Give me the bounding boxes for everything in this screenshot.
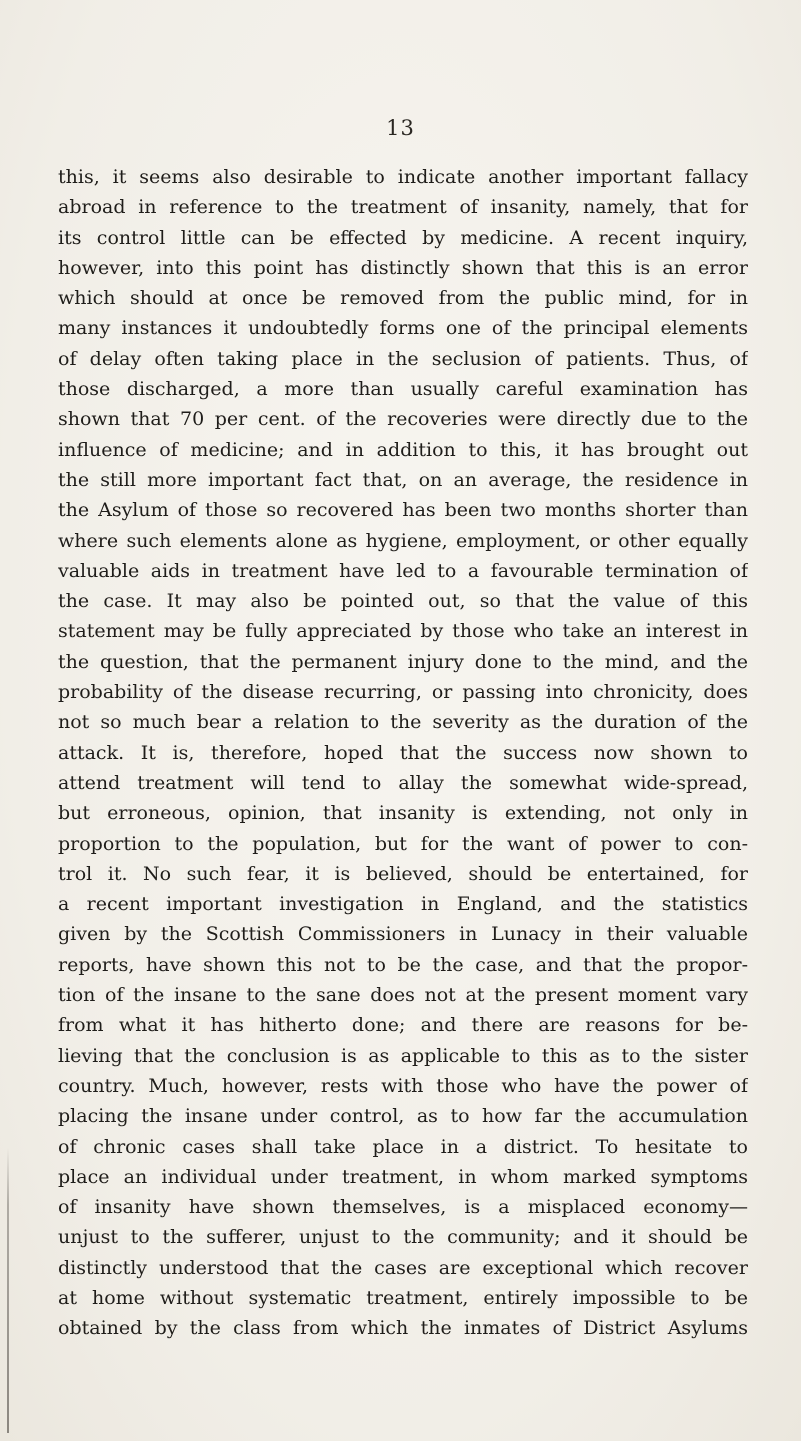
text-line: those discharged, a more than usually careful examination has: [58, 378, 748, 401]
text-line: given by the Scottish Commissioners in Lunacy in their valuable: [58, 923, 748, 946]
text-line: tion of the insane to the sane does not at the present moment vary: [58, 984, 748, 1007]
text-line: obtained by the class from which the inmates of District Asylums: [58, 1317, 748, 1340]
text-line: but erroneous, opinion, that insanity is extending, not only in: [58, 802, 748, 825]
text-line: a recent important investigation in England, and the statistics: [58, 893, 748, 916]
text-line: valuable aids in treatment have led to a favourable termination of: [58, 559, 748, 582]
text-line: unjust to the sufferer, unjust to the community; and it should be: [58, 1226, 748, 1249]
text-line: distinctly understood that the cases are exceptional which recover: [58, 1256, 748, 1279]
text-line: the question, that the permanent injury done to the mind, and the: [58, 650, 748, 673]
text-line: proportion to the population, but for the want of power to con-: [58, 832, 748, 855]
text-line: reports, have shown this not to be the case, and that the propor-: [58, 953, 748, 976]
text-line: where such elements alone as hygiene, employment, or other equally: [58, 529, 748, 552]
text-line: the case. It may also be pointed out, so that the value of this: [58, 590, 748, 613]
text-line: country. Much, however, rests with those who have the power of: [58, 1074, 748, 1097]
text-line: at home without systematic treatment, entirely impossible to be: [58, 1286, 748, 1309]
text-line: of insanity have shown themselves, is a misplaced economy—: [58, 1196, 748, 1219]
body-paragraph: [58, 162, 748, 1344]
text-line: abroad in reference to the treatment of insanity, namely, that for: [58, 196, 748, 219]
text-line: attend treatment will tend to allay the somewhat wide-spread,: [58, 771, 748, 794]
page-number: 13: [386, 116, 415, 140]
text-line: of delay often taking place in the seclusion of patients. Thus, of: [58, 347, 748, 370]
text-line: influence of medicine; and in addition to this, it has brought out: [58, 438, 748, 461]
text-line: the still more important fact that, on an average, the residence in: [58, 468, 748, 491]
text-line: of chronic cases shall take place in a district. To hesitate to: [58, 1135, 748, 1158]
text-line: trol it. No such fear, it is believed, should be entertained, for: [58, 862, 748, 885]
text-line: lieving that the conclusion is as applicable to this as to the sister: [58, 1044, 748, 1067]
text-line: which should at once be removed from the public mind, for in: [58, 287, 748, 310]
text-line: however, into this point has distinctly shown that this is an error: [58, 256, 748, 279]
text-line: from what it has hitherto done; and there are reasons for be-: [58, 1014, 748, 1037]
text-line: place an individual under treatment, in whom marked symptoms: [58, 1165, 748, 1188]
text-line: this, it seems also desirable to indicate another important fallacy: [58, 166, 748, 188]
text-line: statement may be fully appreciated by those who take an interest in: [58, 620, 748, 643]
text-line: many instances it undoubtedly forms one of the principal elements: [58, 317, 748, 340]
text-line: its control little can be effected by medicine. A recent inquiry,: [58, 226, 748, 249]
text-line: attack. It is, therefore, hoped that the success now shown to: [58, 741, 748, 764]
text-line: the Asylum of those so recovered has been two months shorter than: [58, 499, 748, 522]
binding-edge-shadow: [7, 1148, 9, 1433]
text-line: shown that 70 per cent. of the recoveries were directly due to the: [58, 408, 748, 431]
text-line: placing the insane under control, as to how far the accumulation: [58, 1105, 748, 1128]
text-line: not so much bear a relation to the severity as the duration of the: [58, 711, 748, 734]
text-line: probability of the disease recurring, or passing into chronicity, does: [58, 681, 748, 704]
